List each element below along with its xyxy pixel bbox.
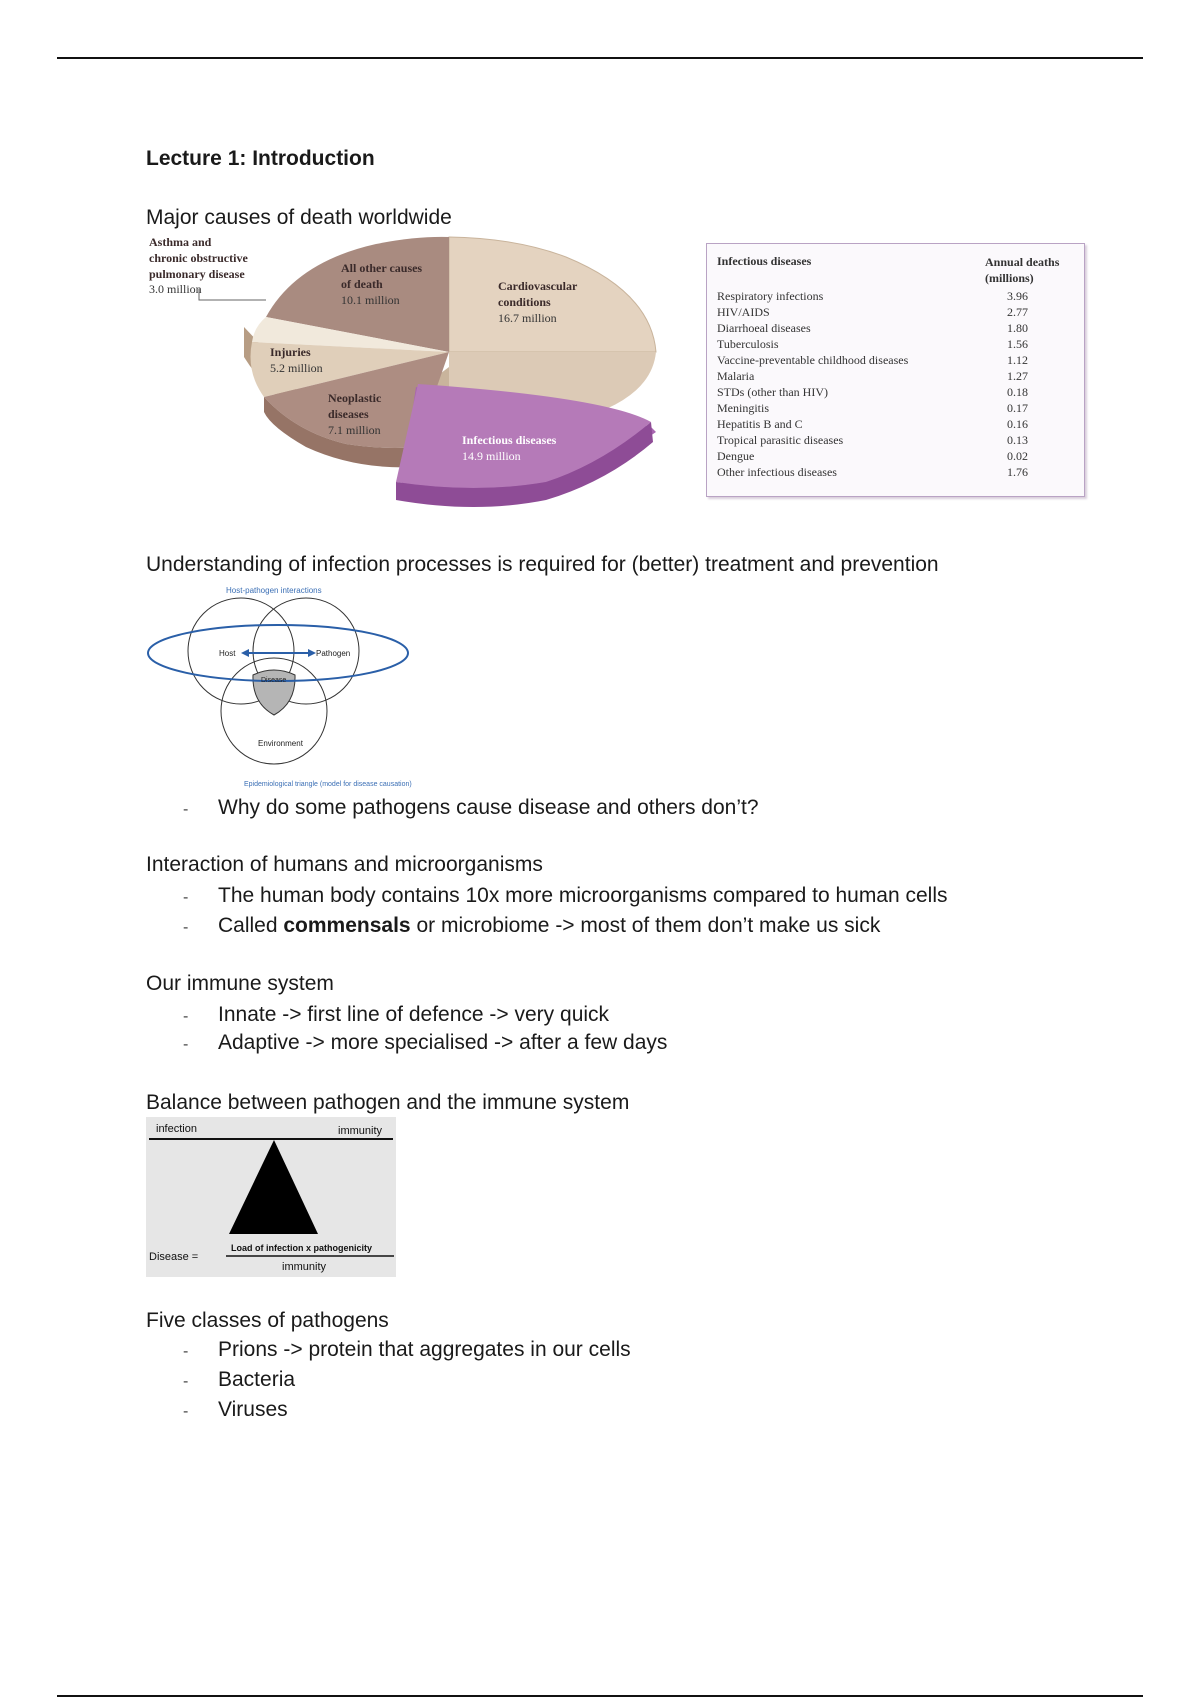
venn-environment-label: Environment	[258, 739, 303, 748]
heading-causes: Major causes of death worldwide	[146, 206, 452, 229]
balance-numerator: Load of infection x pathogenicity	[231, 1243, 373, 1253]
bullet-adaptive: - Adaptive -> more specialised -> after a few days	[183, 1031, 668, 1054]
arrow-head-right	[308, 649, 316, 657]
table-row-value: 0.16	[1007, 417, 1028, 431]
table-row-value: 0.17	[1007, 401, 1028, 415]
label-injuries-l1: Injuries	[270, 345, 311, 359]
table-row-name: Tropical parasitic diseases	[717, 433, 844, 447]
table-row	[717, 289, 1072, 305]
balance-infection-label: infection	[156, 1123, 197, 1135]
arrow-head-left	[241, 649, 249, 657]
label-asthma-l1: Asthma and	[149, 235, 212, 249]
table-row-value: 1.12	[1007, 353, 1028, 367]
bullet-bacteria: - Bacteria	[183, 1368, 296, 1391]
table-row	[717, 417, 1072, 433]
bullet-innate: - Innate -> first line of defence -> very quick	[183, 1003, 610, 1026]
table-row	[717, 385, 1072, 401]
table-row	[717, 433, 1072, 449]
label-other-l1: All other causes	[341, 261, 423, 275]
table-row-name: Diarrhoeal diseases	[717, 321, 811, 335]
table-row-value: 0.02	[1007, 449, 1028, 463]
label-cardio-value: 16.7 million	[498, 311, 557, 325]
table-row-name: Meningitis	[717, 401, 770, 415]
table-row-value: 1.76	[1007, 465, 1028, 479]
table-row-name: HIV/AIDS	[717, 305, 770, 319]
infectious-diseases-table	[706, 243, 1085, 497]
label-cardio-l1: Cardiovascular	[498, 279, 578, 293]
label-neo-value: 7.1 million	[328, 423, 381, 437]
table-row-value: 2.77	[1007, 305, 1028, 319]
balance-immunity-label: immunity	[338, 1125, 383, 1137]
table-row-name: Other infectious diseases	[717, 465, 837, 479]
venn-disease-label: Disease	[261, 677, 287, 684]
heading-immune: Our immune system	[146, 972, 334, 995]
balance-diagram	[146, 1117, 396, 1277]
table-row	[717, 369, 1072, 385]
heading-classes: Five classes of pathogens	[146, 1309, 389, 1332]
table-row	[717, 305, 1072, 321]
table-row	[717, 465, 1072, 481]
bullet-commensals: - Called commensals or microbiome -> most of them don’t make us sick	[183, 914, 881, 937]
balance-disease-eq: Disease =	[149, 1251, 199, 1263]
label-asthma-l3: pulmonary disease	[149, 267, 245, 281]
table-row-name: STDs (other than HIV)	[717, 385, 828, 399]
table-header-diseases: Infectious diseases	[717, 254, 812, 268]
table-row	[717, 337, 1072, 353]
top-rule	[57, 57, 1143, 59]
label-inf-value: 14.9 million	[462, 449, 521, 463]
label-asthma-value: 3.0 million	[149, 282, 202, 296]
asthma-leader-line	[199, 289, 266, 300]
table-row-name: Dengue	[717, 449, 755, 463]
table-row	[717, 449, 1072, 465]
epidemiological-triangle-diagram	[146, 583, 436, 793]
table-row-value: 0.13	[1007, 433, 1028, 447]
label-other-l2: of death	[341, 277, 383, 291]
causes-pie-chart	[146, 232, 676, 527]
label-neo-l1: Neoplastic	[328, 391, 382, 405]
table-row-name: Malaria	[717, 369, 755, 383]
table-row-value: 3.96	[1007, 289, 1028, 303]
bullet-body: - The human body contains 10x more microorganisms compared to human cells	[183, 884, 948, 907]
table-row-value: 1.80	[1007, 321, 1028, 335]
table-row	[717, 401, 1072, 417]
label-injuries-value: 5.2 million	[270, 361, 323, 375]
venn-pathogen-label: Pathogen	[316, 649, 351, 658]
table-row-name: Tuberculosis	[717, 337, 779, 351]
page-title: Lecture 1: Introduction	[146, 147, 375, 170]
venn-host-label: Host	[219, 649, 236, 658]
bullet-viruses: - Viruses	[183, 1398, 288, 1421]
table-header-deaths: Annual deaths (millions)	[985, 255, 1060, 285]
table-row-name: Respiratory infections	[717, 289, 824, 303]
table-row-value: 0.18	[1007, 385, 1028, 399]
heading-interaction: Interaction of humans and microorganisms	[146, 853, 543, 876]
bullet-why: - Why do some pathogens cause disease and others don’t?	[183, 796, 759, 819]
table-row-name: Vaccine-preventable childhood diseases	[717, 353, 909, 367]
venn-bottom-label: Epidemiological triangle (model for disease causation)	[244, 781, 412, 788]
table-row-value: 1.56	[1007, 337, 1028, 351]
table-row-name: Hepatitis B and C	[717, 417, 803, 431]
label-other-value: 10.1 million	[341, 293, 400, 307]
pie-slice-cardio	[449, 237, 656, 352]
bullet-prions: - Prions -> protein that aggregates in our cells	[183, 1338, 631, 1361]
venn-top-label: Host-pathogen interactions	[226, 586, 322, 595]
heading-understanding: Understanding of infection processes is required for (better) treatment and prevention	[146, 553, 939, 576]
bottom-rule	[57, 1695, 1143, 1697]
balance-denominator: immunity	[282, 1261, 327, 1273]
table-row	[717, 321, 1072, 337]
label-asthma-l2: chronic obstructive	[149, 251, 248, 265]
heading-balance: Balance between pathogen and the immune system	[146, 1091, 630, 1114]
table-row-value: 1.27	[1007, 369, 1028, 383]
label-inf-l1: Infectious diseases	[462, 433, 557, 447]
label-cardio-l2: conditions	[498, 295, 551, 309]
label-neo-l2: diseases	[328, 407, 369, 421]
table-row	[717, 353, 1072, 369]
